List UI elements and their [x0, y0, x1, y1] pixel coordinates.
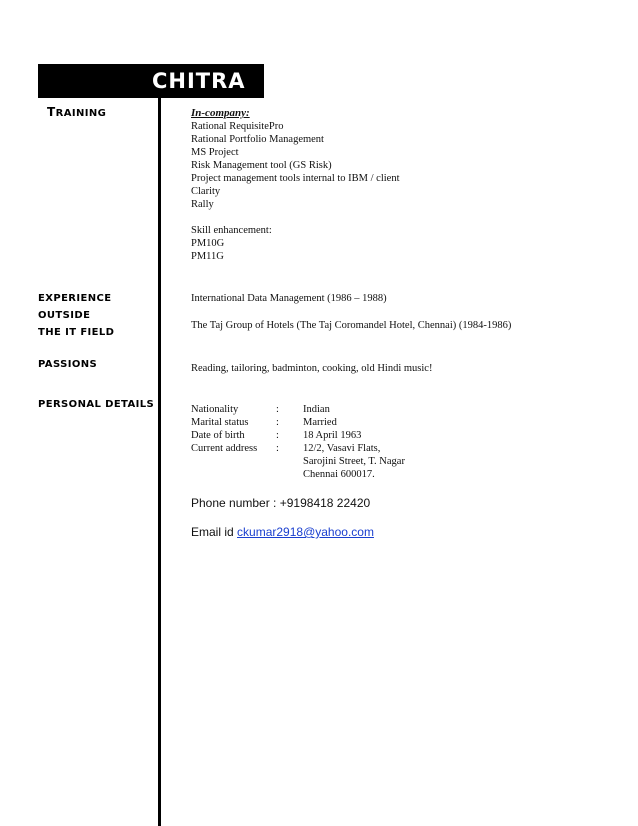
- passions-text: Reading, tailoring, badminton, cooking, old Hindi music!: [191, 363, 433, 374]
- passions-heading: PASSIONS: [38, 359, 98, 370]
- marital-status-row: [191, 416, 405, 429]
- list-item: Risk Management tool (GS Risk): [191, 160, 332, 171]
- list-item: Rally: [191, 199, 214, 210]
- list-item: PM10G: [191, 238, 225, 249]
- list-item: The Taj Group of Hotels (The Taj Coromandel Hotel, Chennai) (1984-1986): [191, 320, 512, 331]
- colon: :: [276, 404, 279, 415]
- field-value: 18 April 1963: [303, 430, 362, 441]
- list-item: Rational RequisitePro: [191, 121, 284, 132]
- phone-line: [191, 496, 370, 510]
- address-line: Sarojini Street, T. Nagar: [303, 456, 405, 467]
- experience-heading-line2: THE IT FIELD: [38, 327, 115, 338]
- colon: :: [276, 443, 279, 454]
- experience-content: [191, 292, 511, 346]
- colon: :: [276, 430, 279, 441]
- field-value: Married: [303, 417, 337, 428]
- field-label: Date of birth: [191, 430, 245, 441]
- list-item: MS Project: [191, 147, 239, 158]
- list-item: Clarity: [191, 186, 221, 197]
- experience-heading-line1: EXPERIENCE OUTSIDE: [38, 293, 112, 321]
- colon: :: [276, 417, 279, 428]
- email-line: [191, 525, 374, 539]
- list-item: Rational Portfolio Management: [191, 134, 324, 145]
- email-label: Email id: [191, 525, 234, 539]
- in-company-subheading: In-company:: [191, 107, 250, 119]
- address-row: [191, 442, 405, 455]
- field-label: Current address: [191, 443, 258, 454]
- phone-value: +9198418 22420: [279, 496, 371, 510]
- phone-label: Phone number :: [191, 496, 277, 510]
- list-item: International Data Management (1986 – 1988): [191, 293, 387, 304]
- spacer: [191, 211, 400, 224]
- experience-heading: [38, 290, 163, 341]
- training-content: [191, 107, 400, 263]
- list-item: PM11G: [191, 251, 224, 262]
- personal-details-table: [191, 403, 405, 481]
- list-item: Project management tools internal to IBM / client: [191, 173, 400, 184]
- address-line: Chennai 600017.: [303, 469, 375, 480]
- field-label: Nationality: [191, 404, 239, 415]
- candidate-name: CHITRA: [152, 69, 246, 93]
- field-value: Indian: [303, 404, 330, 415]
- personal-details-heading: PERSONAL DETAILS: [38, 399, 155, 410]
- field-value: 12/2, Vasavi Flats,: [303, 443, 381, 454]
- email-link[interactable]: ckumar2918@yahoo.com: [237, 525, 374, 539]
- skill-enhancement-heading: Skill enhancement:: [191, 225, 272, 236]
- field-label: Marital status: [191, 417, 249, 428]
- date-of-birth-row: [191, 429, 405, 442]
- nationality-row: [191, 403, 405, 416]
- training-heading: TRAINING: [47, 105, 107, 119]
- vertical-divider: [158, 98, 161, 826]
